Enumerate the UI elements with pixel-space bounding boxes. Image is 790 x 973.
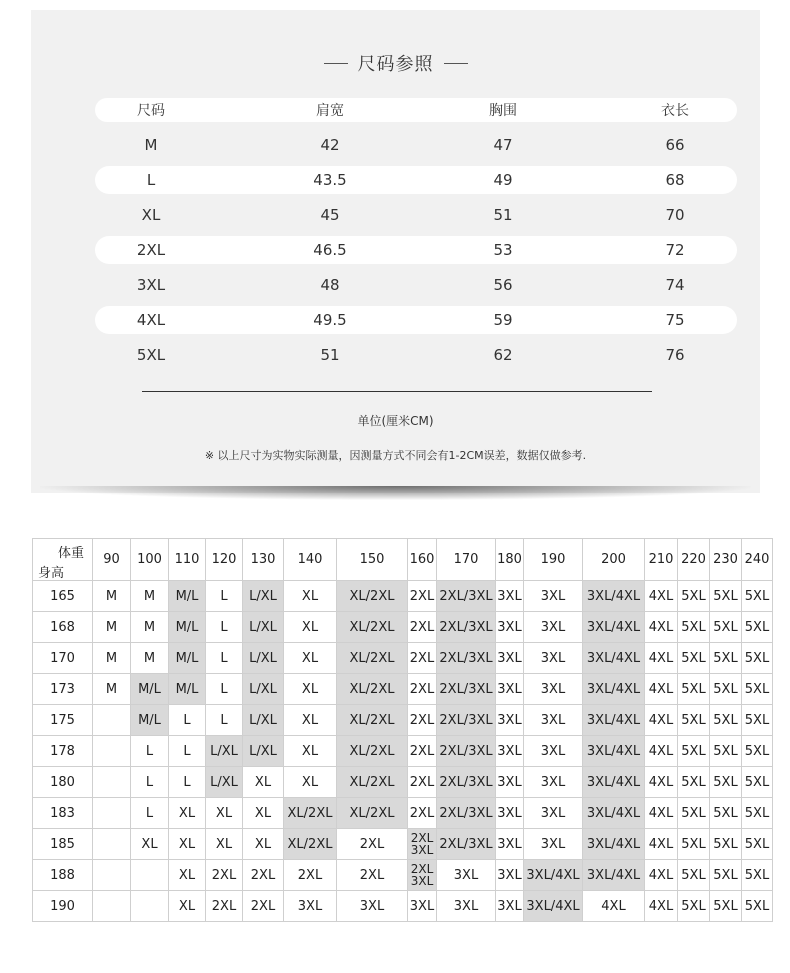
height-row [33,674,773,705]
size-recommendation-cell: 5XL [710,705,742,736]
size-recommendation-cell [93,705,131,736]
size-recommendation-cell: 5XL [710,798,742,829]
size-recommendation-cell: 3XL [437,860,496,891]
weight-header: 200 [583,539,645,581]
size-cell: 59 [493,311,513,329]
size-recommendation-cell: 2XL/3XL [437,767,496,798]
size-recommendation-cell: XL/2XL [337,612,408,643]
size-cell: M [144,136,158,154]
size-recommendation-cell: XL/2XL [337,581,408,612]
title-dash-right [444,63,468,64]
size-recommendation-cell: XL [243,829,284,860]
size-recommendation-cell: 5XL [742,581,773,612]
size-recommendation-cell: M/L [131,705,169,736]
height-label: 190 [33,891,93,922]
size-recommendation-cell: 3XL/4XL [524,891,583,922]
height-label: 175 [33,705,93,736]
size-recommendation-cell: L [169,705,206,736]
size-recommendation-cell: 4XL [645,860,678,891]
height-label: 183 [33,798,93,829]
size-cell: 5XL [136,346,166,364]
size-recommendation-cell: 3XL [496,705,524,736]
size-recommendation-cell: 5XL [710,860,742,891]
size-recommendation-cell: L/XL [206,736,243,767]
height-label: 168 [33,612,93,643]
size-recommendation-cell [93,829,131,860]
size-recommendation-cell: 4XL [645,798,678,829]
size-recommendation-cell: 3XL [284,891,337,922]
size-recommendation-cell: M [93,612,131,643]
weight-header: 220 [678,539,710,581]
size-recommendation-cell: 3XL [496,891,524,922]
size-recommendation-cell: 2XL [408,798,437,829]
size-recommendation-table [32,538,773,922]
size-recommendation-cell: 2XL [408,674,437,705]
size-cell: 74 [665,276,685,294]
size-recommendation-cell: 5XL [710,829,742,860]
size-recommendation-cell: 5XL [678,767,710,798]
weight-header: 180 [496,539,524,581]
size-recommendation-cell: 5XL [742,736,773,767]
height-row [33,705,773,736]
size-recommendation-cell: 3XL [496,736,524,767]
height-row [33,798,773,829]
size-recommendation-cell: 5XL [678,736,710,767]
size-recommendation-cell: XL [169,891,206,922]
size-cell: 42 [320,136,340,154]
size-row [95,306,737,334]
unit-label: 单位(厘米CM) [357,414,434,428]
size-recommendation-cell: L/XL [206,767,243,798]
size-recommendation-cell: 2XL/3XL [437,674,496,705]
weight-header: 110 [169,539,206,581]
size-chart-title [31,50,760,76]
size-recommendation-cell: 2XL [408,643,437,674]
size-row [95,131,737,159]
size-recommendation-cell: M/L [131,674,169,705]
size-recommendation-cell: XL [284,643,337,674]
size-recommendation-cell: L [206,643,243,674]
size-recommendation-cell: M/L [169,674,206,705]
height-label: 173 [33,674,93,705]
size-recommendation-cell: 5XL [742,705,773,736]
title-dash-left [324,63,348,64]
height-row [33,736,773,767]
size-recommendation-cell: 3XL [496,643,524,674]
size-recommendation-cell: XL/2XL [337,705,408,736]
size-recommendation-cell: 4XL [645,674,678,705]
size-recommendation-cell: XL [131,829,169,860]
size-recommendation-cell: 5XL [710,674,742,705]
size-recommendation-cell: 3XL [496,798,524,829]
size-recommendation-cell: M [93,581,131,612]
size-row [95,236,737,264]
size-recommendation-cell: 3XL/4XL [583,674,645,705]
size-recommendation-cell: 5XL [678,798,710,829]
size-recommendation-cell: 2XL [408,705,437,736]
size-recommendation-cell: 3XL [496,860,524,891]
size-recommendation-cell: 3XL/4XL [583,612,645,643]
size-recommendation-cell: 3XL [496,674,524,705]
size-recommendation-cell: XL/2XL [337,798,408,829]
size-recommendation-cell: 2XL [337,829,408,860]
size-recommendation-cell: 2XL/3XL [437,798,496,829]
size-recommendation-cell: M [93,674,131,705]
size-recommendation-cell: L [206,581,243,612]
size-recommendation-cell: L/XL [243,612,284,643]
size-recommendation-cell: 2XL [243,891,284,922]
size-recommendation-cell: XL/2XL [337,767,408,798]
weight-header: 150 [337,539,408,581]
size-recommendation-cell: 3XL [524,798,583,829]
size-recommendation-cell: 3XL [524,829,583,860]
size-cell: 45 [320,206,340,224]
size-recommendation-cell: L [169,736,206,767]
size-cell: XL [141,206,161,224]
size-recommendation-cell: L [131,767,169,798]
size-recommendation-cell: M [131,581,169,612]
size-recommendation-cell: 5XL [742,612,773,643]
weight-header: 160 [408,539,437,581]
column-header: 肩宽 [316,103,344,119]
size-chart-title-text: 尺码参照 [357,54,434,75]
size-recommendation-cell: 3XL/4XL [583,860,645,891]
size-cell: 48 [320,276,340,294]
size-recommendation-cell: 3XL/4XL [583,643,645,674]
panel-shadow [40,486,751,500]
size-recommendation-cell: XL [284,674,337,705]
weight-header: 230 [710,539,742,581]
size-recommendation-cell: 3XL/4XL [583,705,645,736]
size-recommendation-cell: 4XL [645,829,678,860]
size-recommendation-cell: 3XL/4XL [583,767,645,798]
size-recommendation-cell: 4XL [645,581,678,612]
size-recommendation-cell: 3XL [524,643,583,674]
weight-header-row [33,539,773,581]
size-recommendation-cell: 2XL 3XL [408,860,437,891]
size-recommendation-cell [93,798,131,829]
size-recommendation-cell: 3XL [524,736,583,767]
height-label: 188 [33,860,93,891]
size-recommendation-cell: L/XL [243,705,284,736]
size-cell: 3XL [136,276,166,294]
size-recommendation-cell [131,860,169,891]
size-recommendation-cell: M/L [169,581,206,612]
size-cell: 62 [493,346,513,364]
weight-axis-label: 体重 [58,546,85,561]
size-chart-panel [31,10,760,493]
size-recommendation-cell: L/XL [243,674,284,705]
size-recommendation-cell: M [131,612,169,643]
size-recommendation-cell: M [93,643,131,674]
size-recommendation-cell: 4XL [645,736,678,767]
height-row [33,860,773,891]
size-cell: 46.5 [313,241,347,259]
size-recommendation-cell: 3XL [496,581,524,612]
size-cell: 49.5 [313,311,347,329]
size-cell: L [146,171,156,189]
weight-header: 170 [437,539,496,581]
height-row [33,891,773,922]
size-row [95,271,737,299]
size-recommendation-cell: 2XL/3XL [437,643,496,674]
size-recommendation-cell: XL [284,767,337,798]
size-recommendation-cell: XL/2XL [284,798,337,829]
weight-header: 100 [131,539,169,581]
height-axis-label: 身高 [38,566,65,581]
weight-header: 190 [524,539,583,581]
size-recommendation-cell: 3XL [496,829,524,860]
size-recommendation-cell: 5XL [710,643,742,674]
size-recommendation-cell: 3XL [337,891,408,922]
size-row [95,201,737,229]
size-recommendation-cell: 2XL [337,860,408,891]
corner-cell [33,539,93,581]
height-row [33,829,773,860]
size-cell: 75 [665,311,685,329]
size-cell: 47 [493,136,513,154]
size-recommendation-cell: XL [284,581,337,612]
size-recommendation-cell: L [169,767,206,798]
size-recommendation-cell: 3XL/4XL [524,860,583,891]
size-recommendation-cell: XL [284,612,337,643]
size-recommendation-cell: 2XL/3XL [437,581,496,612]
size-recommendation-cell: XL/2XL [284,829,337,860]
size-recommendation-cell: L [131,736,169,767]
height-label: 185 [33,829,93,860]
height-label: 178 [33,736,93,767]
size-recommendation-cell: 5XL [710,581,742,612]
size-table [95,98,737,376]
weight-header: 240 [742,539,773,581]
size-recommendation-cell: M [131,643,169,674]
size-recommendation-cell: 5XL [742,860,773,891]
height-row [33,767,773,798]
size-recommendation-cell: 4XL [645,643,678,674]
size-cell: 51 [320,346,340,364]
measurement-note: ※ 以上尺寸为实物实际测量，因测量方式不同会有1-2CM误差，数据仅做参考. [204,449,587,462]
size-recommendation-cell: XL [284,736,337,767]
size-cell: 43.5 [313,171,347,189]
size-recommendation-cell: 2XL/3XL [437,829,496,860]
size-recommendation-cell: 5XL [742,767,773,798]
size-recommendation-cell: 3XL [524,612,583,643]
size-recommendation-cell: 3XL [437,891,496,922]
size-recommendation-cell: 5XL [742,643,773,674]
size-recommendation-cell: XL/2XL [337,674,408,705]
size-recommendation-cell: 2XL/3XL [437,736,496,767]
size-recommendation-cell: 2XL [243,860,284,891]
column-header: 衣长 [661,103,689,119]
size-recommendation-cell: 3XL [496,612,524,643]
size-recommendation-cell: L [131,798,169,829]
height-label: 170 [33,643,93,674]
size-recommendation-cell: 5XL [678,860,710,891]
size-recommendation-cell: XL [284,705,337,736]
size-cell: 76 [665,346,685,364]
size-recommendation-cell: 5XL [742,798,773,829]
size-recommendation-cell: 3XL [524,674,583,705]
size-recommendation-cell [131,891,169,922]
size-recommendation-cell: 2XL [408,612,437,643]
height-row [33,643,773,674]
size-recommendation-cell: 3XL [496,767,524,798]
size-recommendation-cell: 2XL [408,581,437,612]
size-recommendation-cell: 2XL [284,860,337,891]
size-recommendation-cell: 5XL [742,891,773,922]
size-recommendation-cell: 5XL [678,829,710,860]
size-recommendation-cell: 4XL [645,612,678,643]
size-recommendation-cell: 5XL [710,891,742,922]
size-recommendation-cell: 5XL [710,612,742,643]
size-recommendation-cell: XL [169,860,206,891]
size-recommendation-cell: 5XL [678,891,710,922]
height-label: 165 [33,581,93,612]
size-recommendation-cell: 3XL [524,767,583,798]
weight-header: 130 [243,539,284,581]
size-recommendation-cell: XL [169,798,206,829]
size-recommendation-cell: 2XL [408,736,437,767]
size-recommendation-cell: 2XL/3XL [437,612,496,643]
size-recommendation-cell: 5XL [710,736,742,767]
weight-header: 120 [206,539,243,581]
size-cell: 72 [665,241,685,259]
column-header: 尺码 [137,103,165,119]
size-recommendation-cell: 3XL/4XL [583,581,645,612]
size-recommendation-cell: 2XL [206,891,243,922]
size-recommendation-cell: M/L [169,643,206,674]
size-cell: 49 [493,171,513,189]
size-recommendation-cell: 5XL [678,612,710,643]
size-recommendation-cell: XL/2XL [337,736,408,767]
size-recommendation-cell: 5XL [678,643,710,674]
size-recommendation-cell: L/XL [243,736,284,767]
size-recommendation-cell: 2XL [408,767,437,798]
size-recommendation-cell: 5XL [678,674,710,705]
divider-line [142,391,652,392]
size-recommendation-cell: XL [243,767,284,798]
size-recommendation-cell: XL [206,829,243,860]
size-recommendation-cell: 5XL [678,581,710,612]
size-cell: 53 [493,241,513,259]
size-recommendation-cell [93,860,131,891]
size-recommendation-cell: 3XL [524,705,583,736]
size-recommendation-cell: 5XL [742,674,773,705]
size-table-header [95,98,737,122]
size-cell: 4XL [136,311,166,329]
size-cell: 68 [665,171,685,189]
size-recommendation-cell [93,767,131,798]
size-recommendation-cell: 3XL/4XL [583,798,645,829]
size-recommendation-cell: XL [243,798,284,829]
height-row [33,581,773,612]
size-recommendation-cell: 4XL [583,891,645,922]
height-row [33,612,773,643]
weight-header: 210 [645,539,678,581]
size-recommendation-cell: XL [206,798,243,829]
size-recommendation-cell: L [206,612,243,643]
size-recommendation-cell: 5XL [742,829,773,860]
weight-header: 90 [93,539,131,581]
size-recommendation-cell: 3XL [524,581,583,612]
size-cell: 66 [665,136,685,154]
size-recommendation-cell [93,736,131,767]
size-recommendation-cell: 4XL [645,767,678,798]
size-recommendation-cell: XL [169,829,206,860]
size-recommendation-cell [93,891,131,922]
size-recommendation-cell: L/XL [243,643,284,674]
size-recommendation-cell: 2XL 3XL [408,829,437,860]
size-cell: 2XL [136,241,166,259]
size-row [95,341,737,369]
size-recommendation-cell: 3XL/4XL [583,736,645,767]
size-recommendation-cell: M/L [169,612,206,643]
size-recommendation-cell: L/XL [243,581,284,612]
column-header: 胸围 [489,103,517,119]
size-recommendation-cell: L [206,705,243,736]
size-recommendation-cell: XL/2XL [337,643,408,674]
height-label: 180 [33,767,93,798]
size-cell: 70 [665,206,685,224]
size-recommendation-cell: 5XL [710,767,742,798]
size-recommendation-cell: 3XL [408,891,437,922]
size-recommendation-cell: 3XL/4XL [583,829,645,860]
weight-header: 140 [284,539,337,581]
size-cell: 56 [493,276,513,294]
size-recommendation-cell: 4XL [645,705,678,736]
size-recommendation-cell: L [206,674,243,705]
size-recommendation-cell: 2XL/3XL [437,705,496,736]
size-recommendation-cell: 4XL [645,891,678,922]
size-recommendation-cell: 5XL [678,705,710,736]
size-cell: 51 [493,206,513,224]
size-row [95,166,737,194]
size-recommendation-cell: 2XL [206,860,243,891]
